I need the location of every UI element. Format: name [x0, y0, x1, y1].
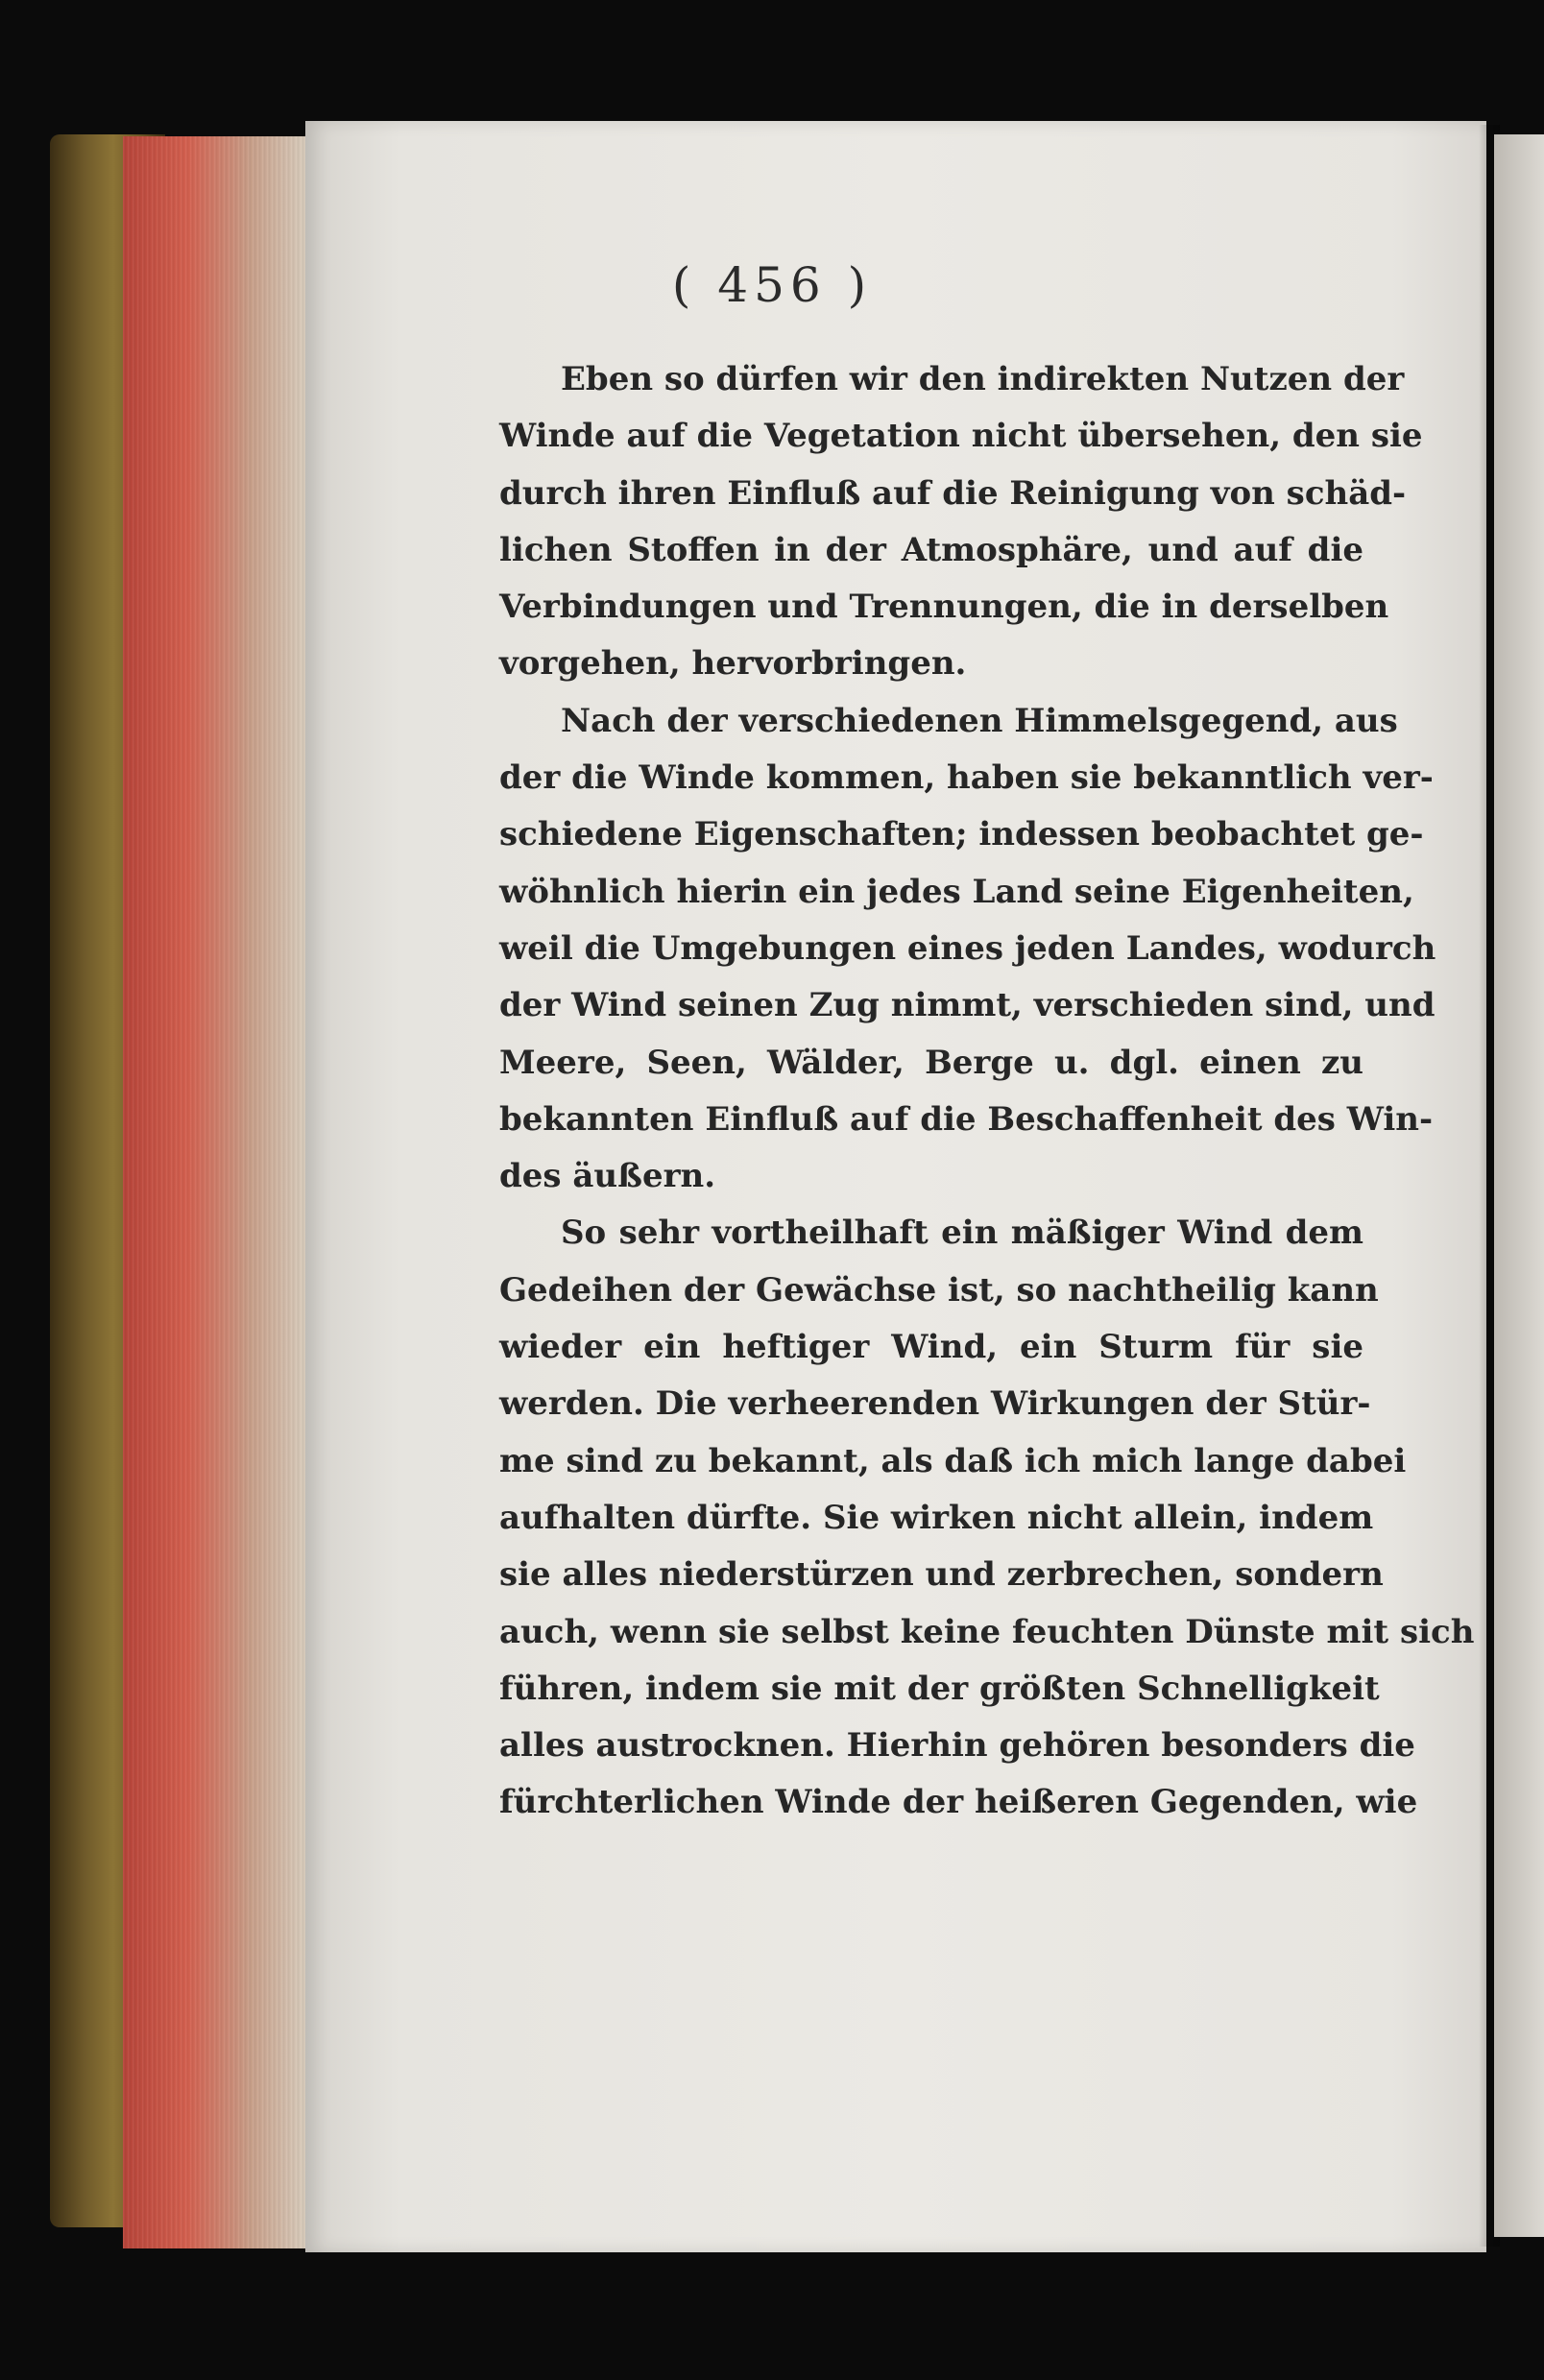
text-line: fürchterlichen Winde der heißeren Gegenden, wie	[499, 1783, 1418, 1822]
text-line: Winde auf die Vegetation nicht übersehen, den sie	[499, 417, 1423, 456]
text-line: lichen Stoffen in der Atmosphäre, und auf die	[499, 530, 1363, 569]
text-line: bekannten Einfluß auf die Beschaffenheit des Win-	[499, 1099, 1434, 1139]
page-number: ( 456 )	[671, 257, 873, 313]
text-line: führen, indem sie mit der größten Schnelligkeit	[499, 1669, 1380, 1708]
text-line: aufhalten dürfte. Sie wirken nicht allein, indem	[499, 1498, 1374, 1537]
text-line: des äußern.	[499, 1157, 716, 1196]
text-line: der die Winde kommen, haben sie bekanntlich ver-	[499, 758, 1434, 798]
text-line: So sehr vortheilhaft ein mäßiger Wind dem	[561, 1214, 1363, 1253]
text-line: der Wind seinen Zug nimmt, verschieden sind, und	[499, 986, 1435, 1025]
text-line: Verbindungen und Trennungen, die in derselben	[499, 588, 1389, 627]
text-line: vorgehen, hervorbringen.	[499, 644, 967, 684]
page-edges	[123, 136, 305, 2248]
text-line: durch ihren Einfluß auf die Reinigung von schäd-	[499, 473, 1407, 513]
text-line: weil die Umgebungen eines jeden Landes, wodurch	[499, 928, 1436, 968]
adjacent-page-edge	[1494, 134, 1544, 2237]
text-line: schiedene Eigenschaften; indessen beobachtet ge-	[499, 815, 1424, 854]
text-line: Eben so dürfen wir den indirekten Nutzen der	[561, 360, 1405, 398]
text-line: Gedeihen der Gewächse ist, so nachtheilig kann	[499, 1270, 1379, 1310]
text-line: wieder ein heftiger Wind, ein Sturm für sie	[499, 1328, 1363, 1367]
text-line: alles austrocknen. Hierhin gehören besonders die	[499, 1726, 1415, 1766]
text-line: wöhnlich hierin ein jedes Land seine Eigenheiten,	[499, 872, 1414, 911]
text-line: me sind zu bekannt, als daß ich mich lange dabei	[499, 1441, 1407, 1480]
text-line: werden. Die verheerenden Wirkungen der Stür-	[499, 1384, 1371, 1424]
text-line: Nach der verschiedenen Himmelsgegend, aus	[561, 701, 1398, 740]
text-line: Meere, Seen, Wälder, Berge u. dgl. einen zu	[499, 1043, 1363, 1082]
text-line: sie alles niederstürzen und zerbrechen, sondern	[499, 1555, 1384, 1595]
text-line: auch, wenn sie selbst keine feuchten Dünste mit sich	[499, 1612, 1475, 1651]
page-text	[499, 351, 1475, 1832]
